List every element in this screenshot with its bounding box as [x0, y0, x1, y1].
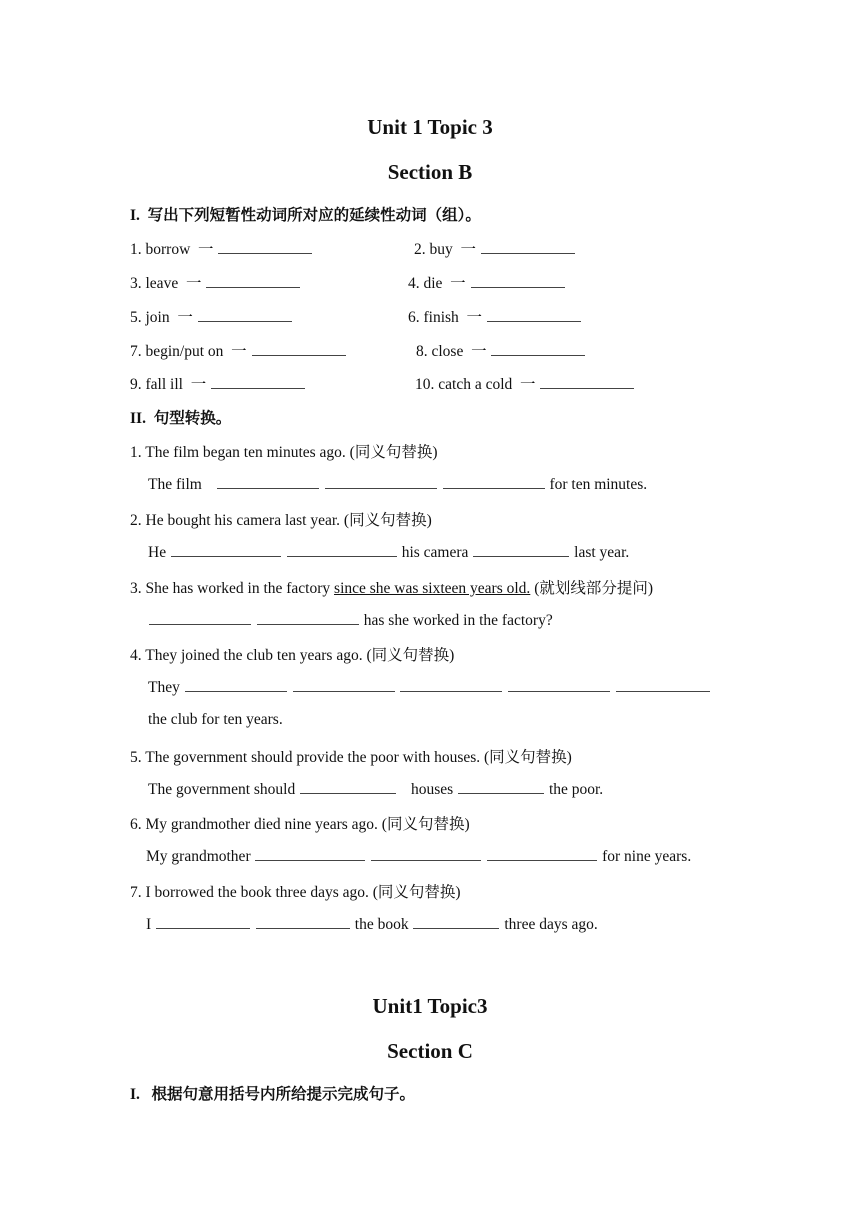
answer-blank[interactable] [293, 677, 395, 692]
answer-blank[interactable] [171, 542, 281, 557]
answer-blank[interactable] [508, 677, 610, 692]
answer-blank[interactable] [257, 610, 359, 625]
answer-blank[interactable] [473, 542, 569, 557]
answer-blank[interactable] [443, 474, 545, 489]
question-1: 1. The film began ten minutes ago. (同义句替换) [130, 444, 438, 461]
answer-blank[interactable] [252, 341, 346, 356]
answer-blank[interactable] [400, 677, 502, 692]
answer-blank[interactable] [198, 307, 292, 322]
answer-line-1: The film for ten minutes. [148, 476, 648, 493]
section-title-2: Section C [387, 1039, 473, 1063]
question-7: 7. I borrowed the book three days ago. (同义句替换) [130, 884, 461, 901]
answer-blank[interactable] [616, 677, 710, 692]
list-item: 10. catch a cold 一 [415, 372, 635, 394]
unit-title-2: Unit1 Topic3 [372, 994, 488, 1018]
list-item: 3. leave 一 [130, 271, 301, 293]
list-item: 5. join 一 [130, 305, 293, 327]
list-item: 2. buy 一 [414, 237, 576, 259]
answer-blank[interactable] [481, 239, 575, 254]
section-c-heading: I. 根据句意用括号内所给提示完成句子。 [130, 1086, 416, 1103]
question-6: 6. My grandmother died nine years ago. (同义句替换) [130, 816, 470, 833]
answer-blank[interactable] [149, 610, 251, 625]
list-item: 4. die 一 [408, 271, 566, 293]
answer-line-3: has she worked in the factory? [148, 610, 553, 630]
question-2: 2. He bought his camera last year. (同义句替换) [130, 512, 432, 529]
answer-blank[interactable] [458, 779, 544, 794]
section-title: Section B [387, 160, 473, 184]
answer-line-6: My grandmother for nine years. [146, 848, 692, 865]
answer-blank[interactable] [325, 474, 437, 489]
answer-blank[interactable] [300, 779, 396, 794]
list-item: 6. finish 一 [408, 305, 582, 327]
answer-blank[interactable] [413, 914, 499, 929]
unit-title: Unit 1 Topic 3 [367, 115, 493, 139]
answer-blank[interactable] [206, 273, 300, 288]
answer-blank[interactable] [156, 914, 250, 929]
answer-blank[interactable] [185, 677, 287, 692]
answer-blank[interactable] [211, 374, 305, 389]
list-item: 9. fall ill 一 [130, 372, 306, 394]
answer-blank[interactable] [487, 846, 597, 861]
answer-line-5: The government should houses the poor. [148, 781, 604, 798]
part1-heading: I. 写出下列短暂性动词所对应的延续性动词（组）。 [130, 207, 481, 224]
answer-line-4: They [148, 677, 711, 697]
question-3: 3. She has worked in the factory since she was sixteen years old. (就划线部分提问) [130, 580, 654, 597]
answer-blank[interactable] [487, 307, 581, 322]
answer-blank[interactable] [371, 846, 481, 861]
answer-blank[interactable] [287, 542, 397, 557]
list-item: 8. close 一 [416, 339, 586, 361]
answer-blank[interactable] [255, 846, 365, 861]
list-item: 7. begin/put on 一 [130, 339, 347, 361]
part2-heading: II. 句型转换。 [130, 410, 232, 427]
answer-line-2: He his camera last year. [148, 544, 630, 561]
answer-line-7: I the book three days ago. [146, 916, 598, 933]
answer-blank[interactable] [491, 341, 585, 356]
answer-blank[interactable] [540, 374, 634, 389]
answer-blank[interactable] [218, 239, 312, 254]
answer-blank[interactable] [256, 914, 350, 929]
answer-line-4b: the club for ten years. [148, 711, 283, 728]
question-4: 4. They joined the club ten years ago. (同义句替换) [130, 647, 455, 664]
answer-blank[interactable] [471, 273, 565, 288]
answer-blank[interactable] [217, 474, 319, 489]
question-5: 5. The government should provide the poor with houses. (同义句替换) [130, 749, 572, 766]
list-item: 1. borrow 一 [130, 237, 313, 259]
